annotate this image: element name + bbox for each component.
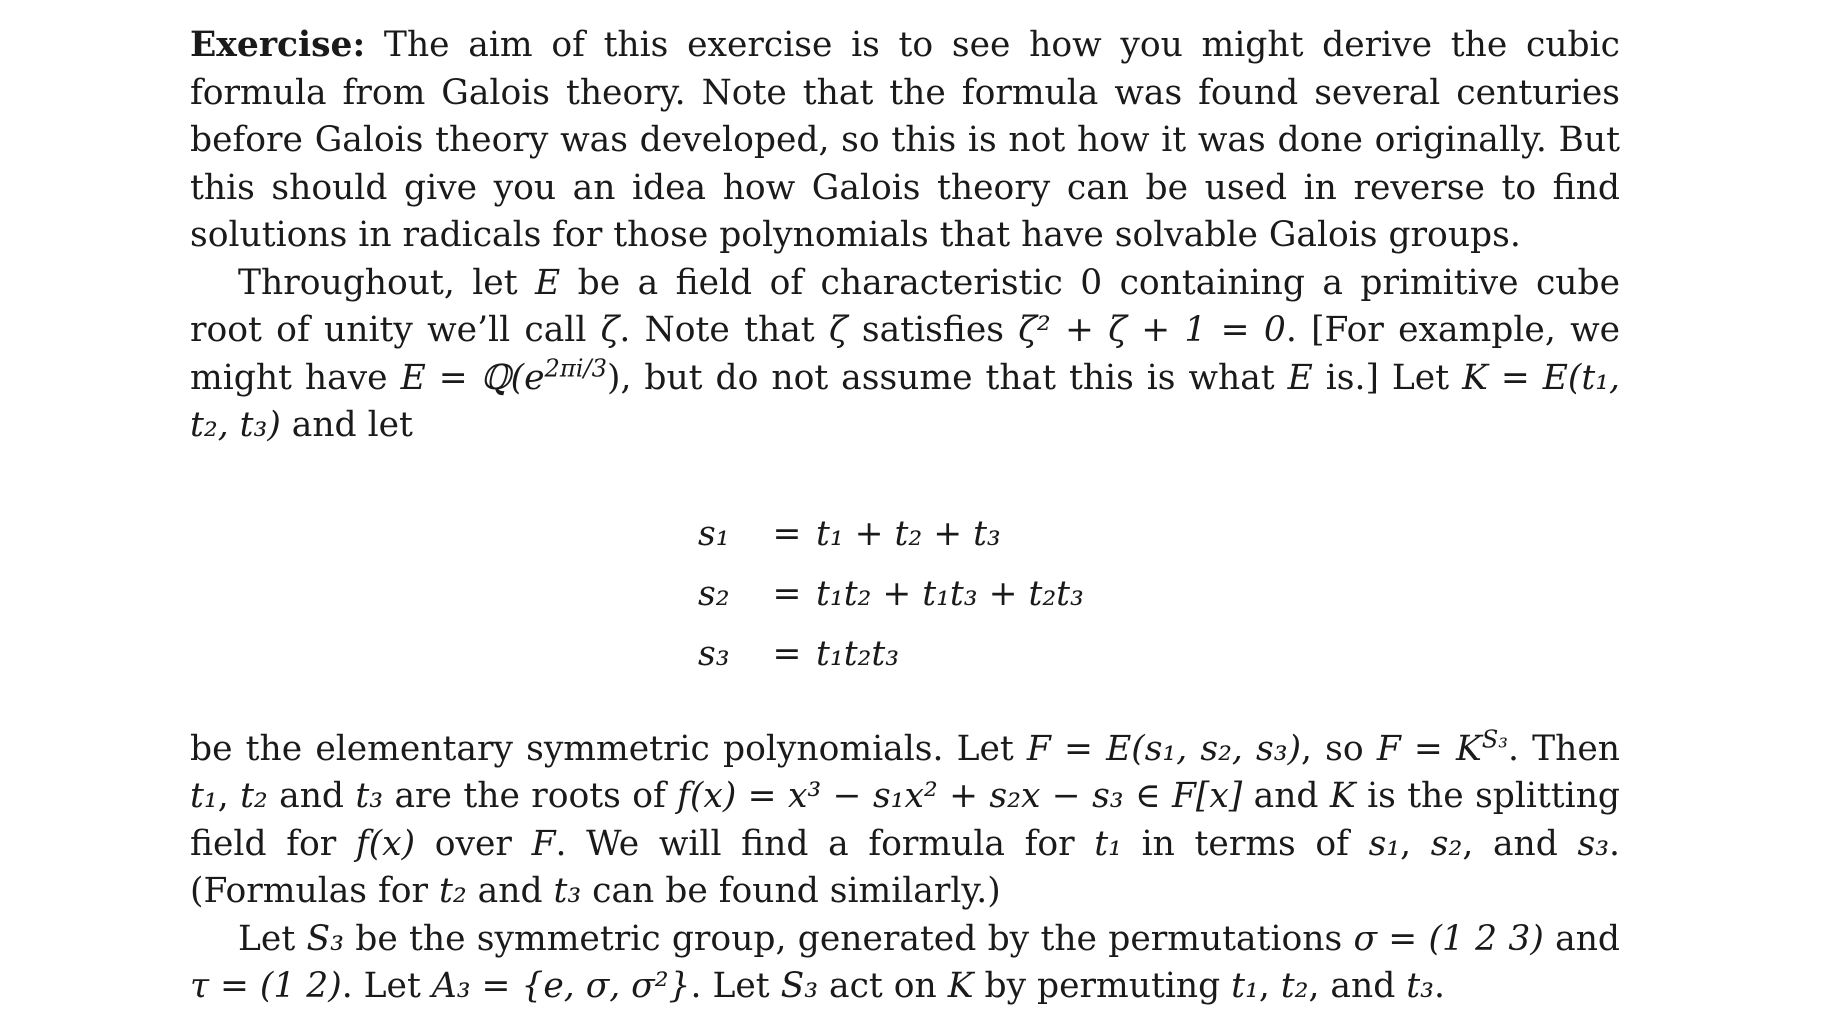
- math-F-fixed-field: F = K: [1376, 728, 1482, 769]
- math-t2: t₂: [438, 871, 467, 911]
- math-t3: t₃: [355, 776, 384, 816]
- math-s1: s₁: [1368, 823, 1401, 864]
- text-span: , and: [1308, 966, 1407, 1006]
- math-t2: t₂: [1280, 966, 1309, 1006]
- math-sigma-definition: σ = (1 2 3): [1353, 918, 1544, 959]
- paragraph-setup: [190, 260, 1620, 450]
- math-f-definition: f(x) = x³ − s₁x² + s₂x − s₃ ∈ F[x]: [677, 776, 1243, 816]
- math-s2: s₂: [1430, 823, 1463, 864]
- symmetric-polynomials-display: [190, 504, 1620, 684]
- equation-row: [698, 504, 1620, 564]
- text-span: Throughout, let: [238, 262, 536, 303]
- paragraph-intro: [190, 22, 1620, 260]
- math-S3: S₃: [780, 966, 819, 1006]
- text-span: is.] Let: [1312, 357, 1463, 398]
- text-span: .: [1433, 966, 1445, 1006]
- equation-row: [698, 624, 1620, 684]
- text-span: can be found similarly.): [581, 871, 1001, 911]
- text-span: . Let: [341, 966, 432, 1006]
- math-t1: t₁: [1231, 966, 1259, 1006]
- math-F-definition: F = E(s₁, s₂, s₃): [1026, 728, 1302, 769]
- text-span: satisfies: [847, 310, 1019, 350]
- math-zeta: ζ: [600, 310, 620, 350]
- equals-sign: =: [772, 513, 802, 554]
- text-span: in terms of: [1121, 823, 1369, 864]
- math-zeta-equation: ζ² + ζ + 1 = 0: [1018, 310, 1286, 350]
- equation-rhs: t₁t₂t₃: [816, 633, 900, 674]
- equation-row: [698, 564, 1620, 624]
- text-span: . [For example, we might have: [190, 310, 1621, 398]
- text-span: ,: [1400, 823, 1431, 864]
- text-span: and: [267, 776, 356, 816]
- text-span: act on: [818, 966, 948, 1006]
- text-span: and: [1543, 918, 1620, 959]
- exercise-text: [190, 22, 1620, 1011]
- text-span: over: [415, 823, 532, 864]
- text-span: , so: [1301, 728, 1377, 769]
- equation-rhs: t₁ + t₂ + t₃: [816, 513, 1001, 554]
- math-E-definition: E = ℚ(e: [400, 357, 545, 398]
- math-zeta: ζ: [828, 310, 848, 350]
- text-span: be the elementary symmetric polynomials. Let: [190, 728, 1027, 769]
- math-tau-definition: τ = (1 2): [190, 966, 342, 1006]
- equals-sign: =: [772, 573, 802, 614]
- text-span: . Let: [690, 966, 781, 1006]
- text-span: be the symmetric group, generated by the permutations: [343, 918, 1354, 959]
- math-t1: t₁: [1094, 823, 1122, 864]
- text-span: , and: [1462, 823, 1578, 864]
- math-t2: t₂: [240, 776, 268, 816]
- paragraph-symmetric-group: [190, 916, 1620, 1011]
- math-t3: t₃: [553, 871, 582, 911]
- math-exponent: S₃: [1481, 725, 1508, 753]
- equals-sign: =: [772, 633, 802, 674]
- text-span: . (Formulas for: [190, 823, 1620, 911]
- text-span: and: [1242, 776, 1330, 816]
- equation-lhs: s₃: [698, 633, 730, 674]
- math-K-definition: K = E(t₁, t₂, t₃): [190, 357, 1621, 445]
- text-span: by permuting: [973, 966, 1232, 1006]
- text-span: are the roots of: [383, 776, 678, 816]
- math-K: K: [947, 966, 974, 1006]
- equation-lhs: s₂: [698, 573, 730, 614]
- intro-text: The aim of this exercise is to see how you might derive the cubic formula from Galois theory. Note that the formula was found several centuries before Galois theory was developed, so this is not how it was done originally. But this should give you an idea how Galois theory can be used in reverse to find solutions in radicals for those polynomials that have solvable Galois groups.: [190, 25, 1620, 255]
- text-span: . Then: [1507, 728, 1620, 769]
- text-span: ), but do not assume that this is what: [606, 357, 1288, 398]
- text-span: be a field of characteristic 0 containing a primitive cube root of unity we’ll call: [190, 262, 1621, 350]
- text-span: Let: [238, 918, 307, 959]
- equation-lhs: s₁: [698, 513, 730, 554]
- math-E: E: [1287, 357, 1313, 398]
- math-fx: f(x): [355, 823, 416, 864]
- math-F: F: [531, 823, 556, 864]
- math-exponent: 2πi/3: [544, 354, 607, 382]
- math-t3: t₃: [1406, 966, 1434, 1006]
- text-span: is the splitting field for: [190, 776, 1621, 864]
- paragraph-elementary: [190, 726, 1620, 916]
- math-S3: S₃: [306, 918, 344, 959]
- math-E: E: [535, 262, 561, 303]
- text-span: and let: [280, 405, 413, 445]
- math-K: K: [1329, 776, 1356, 816]
- math-A3-definition: A₃ = {e, σ, σ²}: [431, 966, 691, 1006]
- text-span: and: [466, 871, 554, 911]
- text-span: ,: [217, 776, 241, 816]
- text-span: ,: [1258, 966, 1281, 1006]
- math-s3: s₃: [1577, 823, 1610, 864]
- text-span: . Note that: [619, 310, 829, 350]
- math-t1: t₁: [190, 776, 218, 816]
- exercise-label: Exercise:: [190, 25, 366, 65]
- text-span: . We will find a formula for: [555, 823, 1095, 864]
- equation-rhs: t₁t₂ + t₁t₃ + t₂t₃: [816, 573, 1084, 614]
